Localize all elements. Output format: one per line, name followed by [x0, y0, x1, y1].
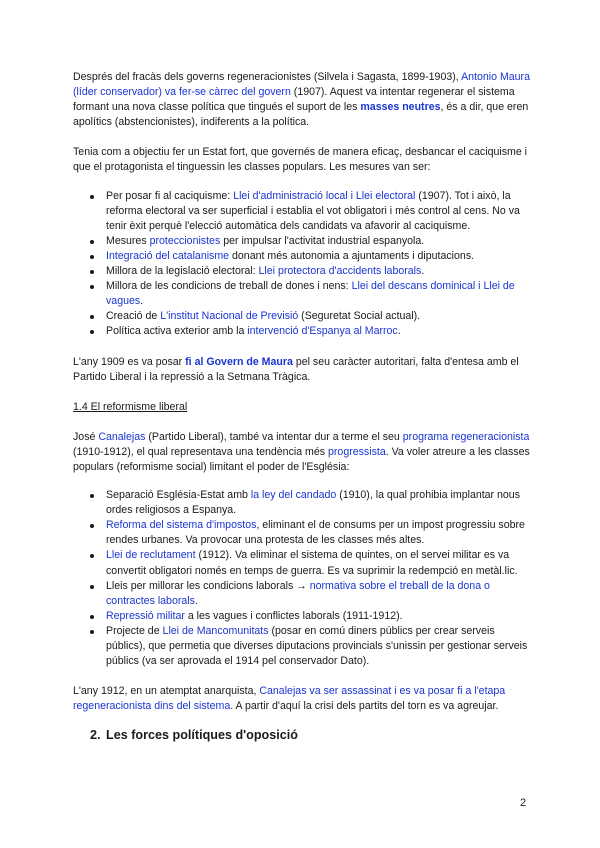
- list-item: Repressió militar a les vagues i conflictes laborals (1911-1912).: [73, 609, 535, 624]
- paragraph-objectives: Tenia com a objectiu fer un Estat fort, que governés de manera eficaç, desbancar el caciquisme i que el protagonista el tinguessin les classes populars. Les mesures van ser:: [73, 146, 528, 174]
- paragraph-maura-end: L'any 1909 es va posar fi al Govern de Maura pel seu caràcter autoritari, falta d'entesa amb el Partido Liberal i la repressió a la Setmana Tràgica.: [73, 355, 519, 383]
- paragraph-canalejas: José Canalejas (Partido Liberal), també va intentar dur a terme el seu programa regeneracionista (1910-1912), el qual representava una tendència més progressista. Va voler atreure a les classes populars (reformisme social) limitant el poder de l'Església:: [73, 430, 530, 473]
- list-item: Millora de les condicions de treball de dones i nens: Llei del descans dominical i Llei de vagues.: [73, 279, 535, 309]
- bullet-list-canalejas-measures: [73, 488, 535, 669]
- paragraph-canalejas-end: L'any 1912, en un atemptat anarquista, Canalejas va ser assassinat i es va posar fi a l'etapa regeneracionista dins del sistema. A partir d'aquí la crisi dels partits del torn es va agreujar.: [73, 685, 506, 713]
- document-page: [73, 70, 535, 743]
- list-item: Creació de L'institut Nacional de Previsió (Seguretat Social actual).: [73, 309, 535, 324]
- bullet-list-maura-measures: [73, 189, 535, 340]
- list-item: Projecte de Llei de Mancomunitats (posar en comú diners públics per crear serveis públics), que permetia que diverses diputacions provincials s'unissin per gestionar serveis públics (va ser aprovada el 1914 pel conservador Dato).: [73, 624, 535, 669]
- list-item: Lleis per millorar les condicions laborals → normativa sobre el treball de la dona o contractes laborals.: [73, 579, 535, 609]
- list-item: Reforma del sistema d'impostos, eliminant el de consums per un impost progressiu sobre rendes urbanes. Va provocar una protesta de les classes més altes.: [73, 518, 535, 548]
- list-item: Mesures proteccionistes per impulsar l'activitat industrial espanyola.: [73, 234, 535, 249]
- list-item: Millora de la legislació electoral: Llei protectora d'accidents laborals.: [73, 264, 535, 279]
- highlight-masses-neutres: masses neutres: [360, 101, 441, 114]
- list-item: Per posar fi al caciquisme: Llei d'administració local i Llei electoral (1907). Tot i això, la reforma electoral va ser superficial i establia el vot obligatori i més control al cens. No va tenir èxit perquè l'elecció automàtica dels candidats va afavorir al caciquisme.: [73, 189, 535, 234]
- paragraph-maura-intro: Després del fracàs dels governs regeneracionistes (Silvela i Sagasta, 1899-1903), Antonio Maura (líder conservador) va fer-se càrrec del govern (1907). Aquest va intentar regenerar el sistema formant una nova classe política que tingués el suport de les masses neutres, és a dir, que eren apolítics (abstencionistes), indiferents a la política.: [73, 71, 530, 129]
- highlight-maura: Antonio Maura (líder conservador) va fer-se càrrec del govern: [73, 71, 530, 99]
- section-subheading: 1.4 El reformisme liberal: [73, 400, 188, 413]
- list-item: Integració del catalanisme donant més autonomia a ajuntaments i diputacions.: [73, 249, 535, 264]
- highlight-fi-govern-maura: fi al Govern de Maura: [185, 355, 293, 368]
- list-item: Llei de reclutament (1912). Va eliminar el sistema de quintes, on el servei militar es va convertit obligatori només en temps de guerra. Es va suprimir la redempció en metàl.lic.: [73, 548, 535, 578]
- list-item: Separació Església-Estat amb la ley del candado (1910), la qual prohibia implantar nous ordes religiosos a Espanya.: [73, 488, 535, 518]
- page-number: 2: [520, 797, 527, 809]
- section-heading: 2. Les forces polítiques d'oposició: [90, 728, 298, 743]
- list-item: Política activa exterior amb la intervenció d'Espanya al Marroc.: [73, 324, 535, 339]
